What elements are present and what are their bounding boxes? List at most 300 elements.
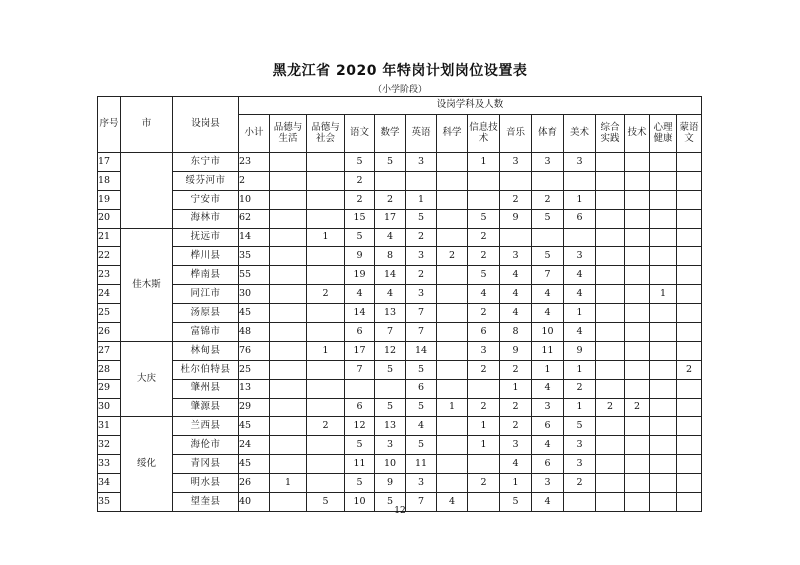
row-value: 13	[375, 417, 406, 436]
row-seq: 34	[98, 474, 121, 493]
row-value	[270, 190, 307, 209]
row-value	[625, 247, 650, 266]
row-value: 2	[564, 474, 596, 493]
header-county: 设岗县	[173, 97, 239, 153]
row-value	[468, 190, 500, 209]
row-value: 1	[650, 285, 677, 304]
row-value: 5	[564, 417, 596, 436]
row-value: 24	[239, 436, 270, 455]
row-value	[270, 304, 307, 323]
row-value: 5	[307, 493, 345, 512]
row-value: 2	[500, 417, 532, 436]
row-value: 5	[375, 360, 406, 379]
row-seq: 22	[98, 247, 121, 266]
row-value: 2	[437, 247, 468, 266]
row-value: 2	[345, 190, 375, 209]
header-city: 市	[121, 97, 173, 153]
row-value	[625, 171, 650, 190]
row-value: 1	[307, 341, 345, 360]
page-subtitle: （小学阶段）	[372, 85, 427, 95]
row-value: 1	[564, 398, 596, 417]
row-value	[625, 379, 650, 398]
header-subject: 综合实践	[596, 115, 625, 153]
row-value	[307, 304, 345, 323]
row-value	[307, 266, 345, 285]
row-county: 抚远市	[173, 228, 239, 247]
row-value: 11	[532, 341, 564, 360]
row-value: 4	[500, 304, 532, 323]
row-seq: 21	[98, 228, 121, 247]
row-value: 14	[239, 228, 270, 247]
row-value: 5	[406, 360, 437, 379]
row-value: 10	[239, 190, 270, 209]
row-value: 13	[239, 379, 270, 398]
row-value	[270, 455, 307, 474]
row-value	[650, 436, 677, 455]
row-seq: 19	[98, 190, 121, 209]
row-value	[650, 455, 677, 474]
row-value: 19	[345, 266, 375, 285]
row-county: 汤原县	[173, 304, 239, 323]
row-value: 3	[564, 247, 596, 266]
row-value	[270, 171, 307, 190]
header-subject: 音乐	[500, 115, 532, 153]
header-subject: 小计	[239, 115, 270, 153]
row-value	[307, 190, 345, 209]
row-value	[625, 228, 650, 247]
row-value	[596, 323, 625, 342]
row-value: 17	[375, 209, 406, 228]
row-value	[270, 228, 307, 247]
row-seq: 30	[98, 398, 121, 417]
row-value	[650, 417, 677, 436]
row-value	[625, 323, 650, 342]
row-value: 2	[500, 190, 532, 209]
row-value: 14	[375, 266, 406, 285]
header-subject: 科学	[437, 115, 468, 153]
row-value	[625, 360, 650, 379]
row-value	[437, 341, 468, 360]
row-value: 2	[307, 285, 345, 304]
row-value: 6	[345, 323, 375, 342]
row-value: 8	[375, 247, 406, 266]
header-seq: 序号	[98, 97, 121, 153]
row-value	[596, 171, 625, 190]
row-value: 6	[532, 455, 564, 474]
row-seq: 26	[98, 323, 121, 342]
row-value	[437, 266, 468, 285]
row-value	[437, 209, 468, 228]
row-value: 7	[532, 266, 564, 285]
row-value	[650, 228, 677, 247]
row-value: 3	[406, 153, 437, 172]
header-subject: 蒙语文	[677, 115, 702, 153]
row-value	[677, 190, 702, 209]
row-value: 45	[239, 417, 270, 436]
row-value	[307, 153, 345, 172]
row-value: 5	[406, 436, 437, 455]
row-value: 4	[375, 228, 406, 247]
table-row	[98, 153, 702, 172]
row-value	[650, 398, 677, 417]
row-value: 30	[239, 285, 270, 304]
row-value: 2	[468, 304, 500, 323]
row-city	[121, 153, 173, 229]
row-value: 2	[468, 228, 500, 247]
table-row	[98, 417, 702, 436]
row-value: 2	[406, 228, 437, 247]
row-value: 4	[500, 285, 532, 304]
row-value: 3	[500, 436, 532, 455]
row-county: 桦川县	[173, 247, 239, 266]
row-value: 45	[239, 304, 270, 323]
row-value: 4	[532, 493, 564, 512]
row-city: 佳木斯	[121, 228, 173, 341]
row-value: 1	[437, 398, 468, 417]
row-value	[650, 323, 677, 342]
row-value	[437, 379, 468, 398]
row-value: 11	[345, 455, 375, 474]
row-value: 8	[500, 323, 532, 342]
row-value: 9	[500, 209, 532, 228]
table-row	[98, 171, 702, 190]
row-value: 12	[345, 417, 375, 436]
row-county: 兰西县	[173, 417, 239, 436]
table-row	[98, 360, 702, 379]
row-county: 海林市	[173, 209, 239, 228]
row-value	[677, 171, 702, 190]
row-value	[307, 171, 345, 190]
header-subjects-group: 设岗学科及人数	[239, 97, 702, 115]
row-value	[345, 379, 375, 398]
row-value: 9	[345, 247, 375, 266]
row-value: 1	[532, 360, 564, 379]
row-value	[375, 171, 406, 190]
row-value	[270, 379, 307, 398]
row-value: 5	[532, 247, 564, 266]
row-value: 1	[564, 190, 596, 209]
row-value	[270, 247, 307, 266]
row-value: 2	[375, 190, 406, 209]
row-seq: 24	[98, 285, 121, 304]
row-value	[677, 398, 702, 417]
row-value: 2	[468, 247, 500, 266]
row-value: 3	[500, 153, 532, 172]
row-value: 3	[564, 436, 596, 455]
row-value	[270, 398, 307, 417]
row-value: 25	[239, 360, 270, 379]
row-value: 3	[532, 474, 564, 493]
row-value	[270, 209, 307, 228]
row-value: 2	[406, 266, 437, 285]
row-city: 绥化	[121, 417, 173, 511]
row-value	[437, 360, 468, 379]
page-title: 黑龙江省 2020 年特岗计划岗位设置表	[272, 63, 528, 79]
row-value: 3	[406, 247, 437, 266]
row-value: 2	[468, 398, 500, 417]
row-value	[564, 171, 596, 190]
row-value	[307, 323, 345, 342]
row-seq: 25	[98, 304, 121, 323]
row-value: 5	[375, 398, 406, 417]
row-value: 1	[500, 474, 532, 493]
row-value: 6	[406, 379, 437, 398]
header-subject: 技术	[625, 115, 650, 153]
row-value: 1	[270, 474, 307, 493]
row-value: 35	[239, 247, 270, 266]
table-row	[98, 190, 702, 209]
row-value	[437, 285, 468, 304]
row-value: 1	[468, 417, 500, 436]
header-subject: 体育	[532, 115, 564, 153]
row-value: 9	[375, 474, 406, 493]
row-county: 东宁市	[173, 153, 239, 172]
row-value: 4	[532, 436, 564, 455]
row-value: 10	[532, 323, 564, 342]
row-value	[564, 228, 596, 247]
row-value	[437, 436, 468, 455]
row-value: 2	[596, 398, 625, 417]
row-value	[596, 360, 625, 379]
row-value: 5	[375, 493, 406, 512]
row-value: 3	[406, 285, 437, 304]
row-value	[650, 171, 677, 190]
row-value	[625, 285, 650, 304]
row-value: 17	[345, 341, 375, 360]
row-value	[650, 379, 677, 398]
table-row	[98, 285, 702, 304]
row-seq: 32	[98, 436, 121, 455]
row-value	[650, 209, 677, 228]
row-value: 5	[345, 228, 375, 247]
row-value: 3	[564, 455, 596, 474]
row-value	[650, 153, 677, 172]
row-value	[677, 285, 702, 304]
row-seq: 33	[98, 455, 121, 474]
row-value: 11	[406, 455, 437, 474]
row-value: 40	[239, 493, 270, 512]
row-value: 4	[532, 285, 564, 304]
row-seq: 27	[98, 341, 121, 360]
row-value	[625, 153, 650, 172]
row-seq: 35	[98, 493, 121, 512]
row-value: 26	[239, 474, 270, 493]
row-value	[437, 417, 468, 436]
row-seq: 18	[98, 171, 121, 190]
row-value: 2	[468, 360, 500, 379]
row-county: 绥芬河市	[173, 171, 239, 190]
row-value	[677, 153, 702, 172]
row-value	[468, 379, 500, 398]
row-value	[625, 209, 650, 228]
row-seq: 28	[98, 360, 121, 379]
row-value: 7	[406, 493, 437, 512]
row-value	[625, 190, 650, 209]
row-value: 4	[437, 493, 468, 512]
row-value	[307, 209, 345, 228]
row-value: 4	[406, 417, 437, 436]
row-value: 13	[375, 304, 406, 323]
row-value: 5	[500, 493, 532, 512]
row-county: 望奎县	[173, 493, 239, 512]
row-value: 2	[500, 398, 532, 417]
row-value	[307, 398, 345, 417]
row-value	[677, 379, 702, 398]
table-row	[98, 247, 702, 266]
row-value: 23	[239, 153, 270, 172]
row-value	[406, 171, 437, 190]
row-value	[677, 247, 702, 266]
row-value	[596, 285, 625, 304]
row-value: 1	[564, 304, 596, 323]
row-value	[437, 171, 468, 190]
row-value: 6	[532, 417, 564, 436]
row-seq: 29	[98, 379, 121, 398]
row-value	[437, 228, 468, 247]
row-city: 大庆	[121, 341, 173, 417]
row-value: 6	[345, 398, 375, 417]
row-value: 3	[375, 436, 406, 455]
header-subject: 品德与社会	[307, 115, 345, 153]
row-value: 7	[375, 323, 406, 342]
row-value	[375, 379, 406, 398]
row-value	[596, 209, 625, 228]
row-county: 肇源县	[173, 398, 239, 417]
row-value	[625, 341, 650, 360]
row-value: 5	[375, 153, 406, 172]
row-value	[596, 266, 625, 285]
row-value: 5	[406, 209, 437, 228]
row-value	[625, 304, 650, 323]
row-value	[677, 436, 702, 455]
table-row	[98, 341, 702, 360]
table-row	[98, 398, 702, 417]
row-county: 杜尔伯特县	[173, 360, 239, 379]
row-value	[677, 474, 702, 493]
header-subject: 语文	[345, 115, 375, 153]
row-value	[270, 266, 307, 285]
row-value: 6	[468, 323, 500, 342]
header-subject: 信息技术	[468, 115, 500, 153]
row-county: 海伦市	[173, 436, 239, 455]
row-county: 青冈县	[173, 455, 239, 474]
row-value	[677, 455, 702, 474]
row-value	[596, 417, 625, 436]
row-seq: 20	[98, 209, 121, 228]
row-value	[532, 228, 564, 247]
row-value: 2	[677, 360, 702, 379]
row-value: 45	[239, 455, 270, 474]
row-value: 2	[564, 379, 596, 398]
row-county: 明水县	[173, 474, 239, 493]
table-row	[98, 323, 702, 342]
row-value: 4	[345, 285, 375, 304]
row-county: 林甸县	[173, 341, 239, 360]
row-value: 4	[532, 304, 564, 323]
row-value: 14	[345, 304, 375, 323]
row-value: 3	[564, 153, 596, 172]
row-value	[677, 417, 702, 436]
row-value	[650, 190, 677, 209]
row-value	[270, 341, 307, 360]
row-value	[650, 360, 677, 379]
row-value	[650, 266, 677, 285]
row-value	[625, 417, 650, 436]
row-value: 4	[468, 285, 500, 304]
row-value: 2	[532, 190, 564, 209]
row-value: 1	[468, 153, 500, 172]
row-value: 12	[375, 341, 406, 360]
row-value: 2	[468, 474, 500, 493]
row-value: 5	[406, 398, 437, 417]
row-value	[625, 455, 650, 474]
row-value: 2	[345, 171, 375, 190]
row-value: 48	[239, 323, 270, 342]
row-value: 6	[564, 209, 596, 228]
row-value	[437, 153, 468, 172]
row-value	[596, 153, 625, 172]
row-value: 10	[375, 455, 406, 474]
table-row	[98, 436, 702, 455]
row-value: 76	[239, 341, 270, 360]
row-value	[650, 474, 677, 493]
row-value	[596, 228, 625, 247]
row-value	[468, 171, 500, 190]
row-value	[596, 247, 625, 266]
row-value	[596, 341, 625, 360]
row-value	[650, 247, 677, 266]
row-county: 肇州县	[173, 379, 239, 398]
row-value	[270, 436, 307, 455]
row-value	[270, 323, 307, 342]
row-value	[596, 436, 625, 455]
row-value: 5	[532, 209, 564, 228]
row-value: 3	[532, 398, 564, 417]
row-value: 4	[500, 266, 532, 285]
row-value: 29	[239, 398, 270, 417]
row-value	[650, 341, 677, 360]
table-row	[98, 228, 702, 247]
row-county: 桦南县	[173, 266, 239, 285]
row-value: 4	[500, 455, 532, 474]
row-value: 5	[345, 474, 375, 493]
row-value	[650, 304, 677, 323]
row-value	[437, 190, 468, 209]
row-value	[625, 474, 650, 493]
row-value: 2	[239, 171, 270, 190]
row-value	[596, 190, 625, 209]
row-seq: 17	[98, 153, 121, 172]
row-value: 1	[500, 379, 532, 398]
row-value	[437, 455, 468, 474]
row-value	[270, 153, 307, 172]
table-row	[98, 474, 702, 493]
row-value: 3	[406, 474, 437, 493]
row-value: 4	[375, 285, 406, 304]
table-row	[98, 304, 702, 323]
header-subject: 美术	[564, 115, 596, 153]
header-subject: 数学	[375, 115, 406, 153]
row-value: 3	[532, 153, 564, 172]
table-row	[98, 379, 702, 398]
row-value	[677, 304, 702, 323]
row-value: 10	[345, 493, 375, 512]
table-row	[98, 266, 702, 285]
row-value	[677, 209, 702, 228]
row-county: 富锦市	[173, 323, 239, 342]
row-county: 同江市	[173, 285, 239, 304]
row-value	[596, 474, 625, 493]
